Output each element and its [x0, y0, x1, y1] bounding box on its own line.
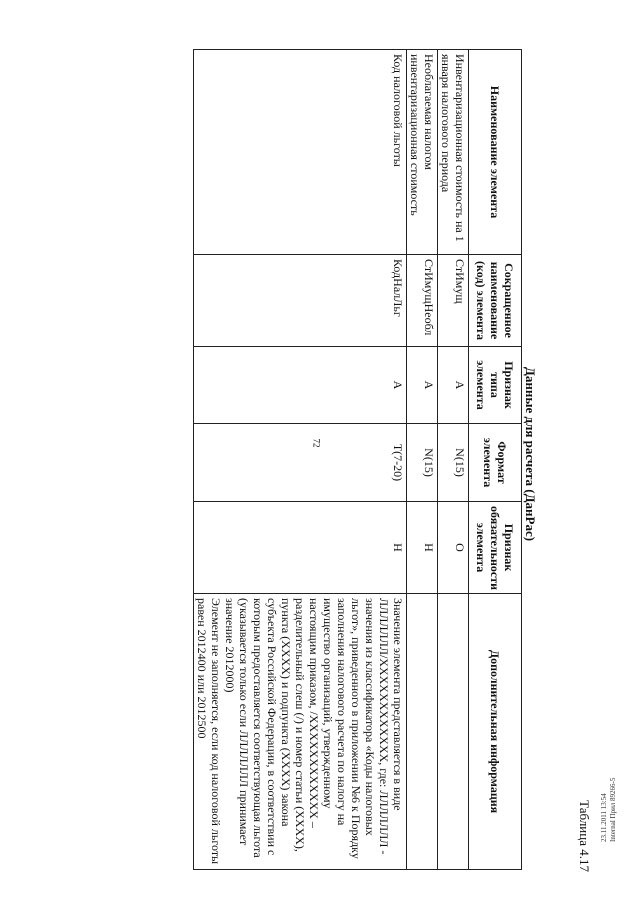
element-name-cell: Инвентаризационная стоимость на 1 января налогового периода	[438, 50, 469, 255]
element-info-cell	[438, 594, 469, 870]
data-table	[193, 49, 522, 870]
page-number: 72	[311, 438, 322, 448]
info-paragraph: Значение элемента представляется в виде ЛЛЛЛЛЛЛ/ХХХХХХХХХХХХ, где: ЛЛЛЛЛЛЛ - значения из классификатора «Коды налоговых льгот», приведенного в приложении №6 к Порядку заполнения налогового расчета по налогу на имущество организаций, утвержденному настоящим приказом, /ХХХХХХХХХХХХ – разделительный слеш (/) и номер статьи (ХХХХ), пункта (ХХХХ) и подпункта (ХХХХ) закона субъекта Российской Федерации, в соответствии с которым предоставляется соответствующая льгота (указывается только если ЛЛЛЛЛЛЛ принимает значение 2012000)	[223, 598, 405, 859]
column-header: Признак обязательности элемента	[469, 502, 522, 594]
element-code-cell: СтИмущНеобл	[407, 255, 438, 347]
column-header: Признак типа элемента	[469, 347, 522, 424]
element-required-cell: Н	[194, 502, 407, 594]
table-row	[407, 50, 438, 870]
rotated-page-content	[32, 24, 592, 884]
element-type-cell: А	[407, 347, 438, 424]
table-number: Таблица 4.17	[577, 800, 592, 872]
info-paragraph: Элемент не заполняется, если код налоговой льготы равен 2012400 или 2012500	[195, 598, 223, 865]
column-header: Наименование элемента	[469, 50, 522, 255]
column-header: Дополнительная информация	[469, 594, 522, 870]
table-row	[194, 50, 407, 870]
column-header: Формат элемента	[469, 424, 522, 502]
element-code-cell: КодНалЛьг	[194, 255, 407, 347]
document-stamp	[600, 777, 624, 842]
element-format-cell: N(15)	[438, 424, 469, 502]
element-required-cell: Н	[407, 502, 438, 594]
element-type-cell: А	[194, 347, 407, 424]
table-header-row	[469, 50, 522, 870]
stamp-line: 23.11.2011 13:54	[600, 793, 608, 842]
element-required-cell: О	[438, 502, 469, 594]
stamp-line: Internal Прил 89266-5	[609, 777, 617, 842]
element-info-cell	[407, 594, 438, 870]
element-name-cell: Необлагаемая налогом инвентаризационная стоимость	[407, 50, 438, 255]
element-type-cell: А	[438, 347, 469, 424]
element-name-cell: Код налоговой льготы	[194, 50, 407, 255]
element-code-cell: СтИмущ	[438, 255, 469, 347]
element-format-cell: T(7-20)	[194, 424, 407, 502]
element-info-cell	[194, 594, 407, 870]
column-header: Сокращенное наименование (код) элемента	[469, 255, 522, 347]
table-caption: Данные для расчета (ДанРас)	[523, 366, 538, 542]
table-row	[438, 50, 469, 870]
element-format-cell: N(15)	[407, 424, 438, 502]
